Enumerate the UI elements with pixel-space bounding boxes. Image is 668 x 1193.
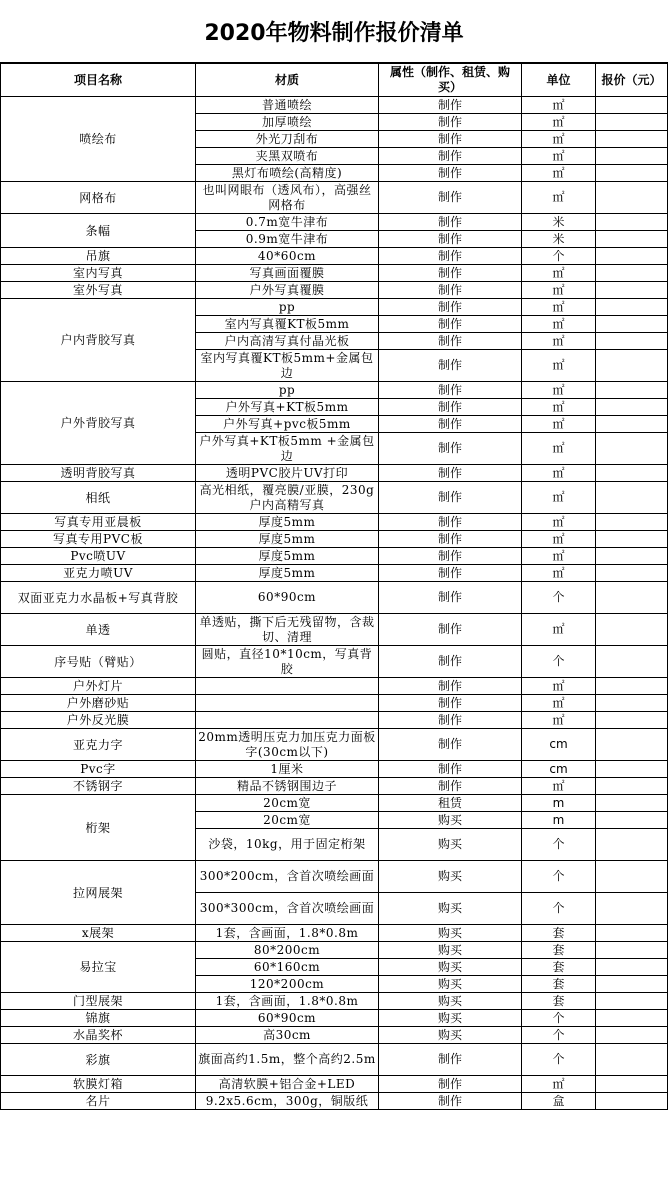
- attribute-cell: 购买: [379, 959, 522, 976]
- item-name-cell: 彩旗: [1, 1044, 196, 1076]
- item-name-cell: 双面亚克力水晶板+写真背胶: [1, 582, 196, 614]
- item-name-cell: 户内背胶写真: [1, 299, 196, 382]
- item-name-cell: 网格布: [1, 182, 196, 214]
- material-cell: 户外写真+KT板5mm: [196, 399, 379, 416]
- attribute-cell: 制作: [379, 531, 522, 548]
- attribute-cell: 制作: [379, 148, 522, 165]
- material-cell: 外光刀刮布: [196, 131, 379, 148]
- unit-cell: ㎡: [522, 416, 596, 433]
- item-name-cell: 写真专用PVC板: [1, 531, 196, 548]
- unit-cell: ㎡: [522, 482, 596, 514]
- item-name-cell: 门型展架: [1, 993, 196, 1010]
- attribute-cell: 制作: [379, 465, 522, 482]
- attribute-cell: 制作: [379, 316, 522, 333]
- table-row: [1, 761, 668, 778]
- unit-cell: 套: [522, 942, 596, 959]
- header-item-name: 项目名称: [1, 64, 196, 97]
- item-name-cell: 透明背胶写真: [1, 465, 196, 482]
- material-cell: 1厘米: [196, 761, 379, 778]
- unit-cell: ㎡: [522, 316, 596, 333]
- attribute-cell: 制作: [379, 482, 522, 514]
- unit-cell: ㎡: [522, 1076, 596, 1093]
- table-row: [1, 282, 668, 299]
- unit-cell: ㎡: [522, 131, 596, 148]
- unit-cell: ㎡: [522, 382, 596, 399]
- item-name-cell: 户外灯片: [1, 678, 196, 695]
- material-cell: 户外写真+pvc板5mm: [196, 416, 379, 433]
- attribute-cell: 制作: [379, 399, 522, 416]
- price-cell: [596, 712, 668, 729]
- price-cell: [596, 548, 668, 565]
- table-row: [1, 582, 668, 614]
- item-name-cell: 水晶奖杯: [1, 1027, 196, 1044]
- price-cell: [596, 959, 668, 976]
- price-cell: [596, 795, 668, 812]
- table-row: [1, 265, 668, 282]
- attribute-cell: 制作: [379, 97, 522, 114]
- attribute-cell: 制作: [379, 778, 522, 795]
- material-cell: 60*160cm: [196, 959, 379, 976]
- attribute-cell: 制作: [379, 131, 522, 148]
- unit-cell: ㎡: [522, 712, 596, 729]
- item-name-cell: 户外背胶写真: [1, 382, 196, 465]
- table-row: [1, 565, 668, 582]
- material-cell: 沙袋，10kg，用于固定桁架: [196, 829, 379, 861]
- attribute-cell: 制作: [379, 433, 522, 465]
- table-row: [1, 182, 668, 214]
- material-cell: 圆贴，直径10*10cm，写真背胶: [196, 646, 379, 678]
- price-cell: [596, 976, 668, 993]
- attribute-cell: 制作: [379, 333, 522, 350]
- material-cell: pp: [196, 299, 379, 316]
- table-row: [1, 695, 668, 712]
- material-cell: 40*60cm: [196, 248, 379, 265]
- price-cell: [596, 829, 668, 861]
- material-cell: 20cm宽: [196, 795, 379, 812]
- material-cell: 户内高清写真付晶光板: [196, 333, 379, 350]
- price-cell: [596, 778, 668, 795]
- material-cell: 夹黑双喷布: [196, 148, 379, 165]
- material-cell: 0.7m宽牛津布: [196, 214, 379, 231]
- table-row: [1, 548, 668, 565]
- material-cell: 透明PVC胶片UV打印: [196, 465, 379, 482]
- material-cell: 9.2x5.6cm，300g，铜版纸: [196, 1093, 379, 1110]
- attribute-cell: 购买: [379, 993, 522, 1010]
- item-name-cell: Pvc字: [1, 761, 196, 778]
- item-name-cell: 喷绘布: [1, 97, 196, 182]
- item-name-cell: 室内写真: [1, 265, 196, 282]
- table-row: [1, 861, 668, 893]
- item-name-cell: 单透: [1, 614, 196, 646]
- attribute-cell: 制作: [379, 614, 522, 646]
- unit-cell: 个: [522, 582, 596, 614]
- attribute-cell: 制作: [379, 248, 522, 265]
- table-row: [1, 482, 668, 514]
- attribute-cell: 购买: [379, 893, 522, 925]
- unit-cell: 米: [522, 231, 596, 248]
- material-cell: 也叫网眼布（透风布），高强丝网格布: [196, 182, 379, 214]
- unit-cell: 个: [522, 646, 596, 678]
- price-cell: [596, 1044, 668, 1076]
- table-row: [1, 925, 668, 942]
- table-row: [1, 1027, 668, 1044]
- attribute-cell: 制作: [379, 114, 522, 131]
- unit-cell: 套: [522, 976, 596, 993]
- unit-cell: ㎡: [522, 350, 596, 382]
- unit-cell: 套: [522, 959, 596, 976]
- material-cell: 高清软膜+铝合金+LED: [196, 1076, 379, 1093]
- unit-cell: ㎡: [522, 265, 596, 282]
- material-cell: 1套，含画面，1.8*0.8m: [196, 993, 379, 1010]
- price-cell: [596, 695, 668, 712]
- attribute-cell: 制作: [379, 165, 522, 182]
- table-row: [1, 531, 668, 548]
- attribute-cell: 购买: [379, 1027, 522, 1044]
- material-cell: 60*90cm: [196, 582, 379, 614]
- material-cell: 厚度5mm: [196, 548, 379, 565]
- unit-cell: 个: [522, 829, 596, 861]
- price-cell: [596, 761, 668, 778]
- unit-cell: m: [522, 812, 596, 829]
- header-unit: 单位: [522, 64, 596, 97]
- unit-cell: 套: [522, 925, 596, 942]
- attribute-cell: 制作: [379, 646, 522, 678]
- table-row: [1, 465, 668, 482]
- price-cell: [596, 97, 668, 114]
- unit-cell: ㎡: [522, 299, 596, 316]
- price-cell: [596, 299, 668, 316]
- item-name-cell: 桁架: [1, 795, 196, 861]
- material-cell: 20cm宽: [196, 812, 379, 829]
- header-material: 材质: [196, 64, 379, 97]
- attribute-cell: 制作: [379, 1076, 522, 1093]
- price-cell: [596, 614, 668, 646]
- price-cell: [596, 1076, 668, 1093]
- unit-cell: ㎡: [522, 282, 596, 299]
- price-cell: [596, 316, 668, 333]
- attribute-cell: 制作: [379, 678, 522, 695]
- table-row: [1, 778, 668, 795]
- attribute-cell: 制作: [379, 382, 522, 399]
- material-cell: 写真画面覆膜: [196, 265, 379, 282]
- material-cell: 1套，含画面，1.8*0.8m: [196, 925, 379, 942]
- attribute-cell: 制作: [379, 729, 522, 761]
- unit-cell: ㎡: [522, 778, 596, 795]
- item-name-cell: 亚克力字: [1, 729, 196, 761]
- item-name-cell: 拉网展架: [1, 861, 196, 925]
- price-cell: [596, 399, 668, 416]
- table-row: [1, 795, 668, 812]
- material-cell: [196, 678, 379, 695]
- price-cell: [596, 565, 668, 582]
- price-cell: [596, 812, 668, 829]
- price-cell: [596, 942, 668, 959]
- table-row: [1, 514, 668, 531]
- price-cell: [596, 729, 668, 761]
- attribute-cell: 购买: [379, 925, 522, 942]
- item-name-cell: 室外写真: [1, 282, 196, 299]
- attribute-cell: 制作: [379, 565, 522, 582]
- attribute-cell: 制作: [379, 761, 522, 778]
- price-cell: [596, 1093, 668, 1110]
- attribute-cell: 制作: [379, 582, 522, 614]
- price-cell: [596, 416, 668, 433]
- unit-cell: ㎡: [522, 97, 596, 114]
- price-cell: [596, 925, 668, 942]
- table-row: [1, 712, 668, 729]
- attribute-cell: 购买: [379, 976, 522, 993]
- unit-cell: ㎡: [522, 465, 596, 482]
- attribute-cell: 制作: [379, 265, 522, 282]
- price-cell: [596, 165, 668, 182]
- price-cell: [596, 265, 668, 282]
- price-cell: [596, 433, 668, 465]
- table-row: [1, 942, 668, 959]
- material-cell: 80*200cm: [196, 942, 379, 959]
- table-row: [1, 1093, 668, 1110]
- item-name-cell: 序号贴（臂贴）: [1, 646, 196, 678]
- material-cell: 高30cm: [196, 1027, 379, 1044]
- item-name-cell: 户外反光膜: [1, 712, 196, 729]
- header-row: [1, 64, 668, 97]
- attribute-cell: 制作: [379, 231, 522, 248]
- attribute-cell: 制作: [379, 182, 522, 214]
- price-cell: [596, 465, 668, 482]
- unit-cell: 套: [522, 993, 596, 1010]
- item-name-cell: 易拉宝: [1, 942, 196, 993]
- material-cell: 旗面高约1.5m，整个高约2.5m: [196, 1044, 379, 1076]
- unit-cell: 盒: [522, 1093, 596, 1110]
- header-attribute: 属性（制作、租赁、购买）: [379, 64, 522, 97]
- price-cell: [596, 131, 668, 148]
- unit-cell: 个: [522, 893, 596, 925]
- material-cell: 厚度5mm: [196, 514, 379, 531]
- price-table: [0, 63, 668, 1110]
- material-cell: 室内写真覆KT板5mm: [196, 316, 379, 333]
- price-cell: [596, 248, 668, 265]
- attribute-cell: 购买: [379, 861, 522, 893]
- sheet-title: 2020年物料制作报价清单: [0, 0, 668, 63]
- attribute-cell: 购买: [379, 942, 522, 959]
- material-cell: 60*90cm: [196, 1010, 379, 1027]
- price-cell: [596, 114, 668, 131]
- table-row: [1, 646, 668, 678]
- price-cell: [596, 333, 668, 350]
- table-row: [1, 1076, 668, 1093]
- table-row: [1, 382, 668, 399]
- price-cell: [596, 148, 668, 165]
- price-cell: [596, 993, 668, 1010]
- table-row: [1, 993, 668, 1010]
- item-name-cell: 条幅: [1, 214, 196, 248]
- attribute-cell: 制作: [379, 1044, 522, 1076]
- table-row: [1, 248, 668, 265]
- price-cell: [596, 893, 668, 925]
- unit-cell: cm: [522, 761, 596, 778]
- unit-cell: 个: [522, 1027, 596, 1044]
- price-cell: [596, 861, 668, 893]
- item-name-cell: 写真专用亚晨板: [1, 514, 196, 531]
- attribute-cell: 制作: [379, 214, 522, 231]
- unit-cell: ㎡: [522, 548, 596, 565]
- table-row: [1, 1010, 668, 1027]
- attribute-cell: 购买: [379, 812, 522, 829]
- attribute-cell: 制作: [379, 712, 522, 729]
- header-price: 报价（元）: [596, 64, 668, 97]
- material-cell: 300*200cm，含首次喷绘画面: [196, 861, 379, 893]
- item-name-cell: 吊旗: [1, 248, 196, 265]
- price-cell: [596, 582, 668, 614]
- unit-cell: ㎡: [522, 514, 596, 531]
- material-cell: 普通喷绘: [196, 97, 379, 114]
- item-name-cell: 不锈钢字: [1, 778, 196, 795]
- unit-cell: ㎡: [522, 148, 596, 165]
- unit-cell: ㎡: [522, 433, 596, 465]
- price-cell: [596, 350, 668, 382]
- item-name-cell: 名片: [1, 1093, 196, 1110]
- unit-cell: ㎡: [522, 531, 596, 548]
- attribute-cell: 制作: [379, 1093, 522, 1110]
- attribute-cell: 租赁: [379, 795, 522, 812]
- price-cell: [596, 1027, 668, 1044]
- item-name-cell: Pvc喷UV: [1, 548, 196, 565]
- attribute-cell: 制作: [379, 548, 522, 565]
- attribute-cell: 购买: [379, 1010, 522, 1027]
- table-row: [1, 678, 668, 695]
- price-cell: [596, 531, 668, 548]
- unit-cell: ㎡: [522, 399, 596, 416]
- unit-cell: ㎡: [522, 114, 596, 131]
- unit-cell: cm: [522, 729, 596, 761]
- attribute-cell: 制作: [379, 416, 522, 433]
- unit-cell: ㎡: [522, 678, 596, 695]
- unit-cell: ㎡: [522, 165, 596, 182]
- attribute-cell: 制作: [379, 299, 522, 316]
- unit-cell: ㎡: [522, 695, 596, 712]
- item-name-cell: 软膜灯箱: [1, 1076, 196, 1093]
- item-name-cell: 锦旗: [1, 1010, 196, 1027]
- item-name-cell: x展架: [1, 925, 196, 942]
- price-cell: [596, 282, 668, 299]
- attribute-cell: 购买: [379, 829, 522, 861]
- material-cell: 加厚喷绘: [196, 114, 379, 131]
- item-name-cell: 相纸: [1, 482, 196, 514]
- attribute-cell: 制作: [379, 514, 522, 531]
- price-cell: [596, 1010, 668, 1027]
- material-cell: 厚度5mm: [196, 565, 379, 582]
- price-cell: [596, 182, 668, 214]
- unit-cell: 个: [522, 248, 596, 265]
- material-cell: 单透贴，撕下后无残留物，含裁切、清理: [196, 614, 379, 646]
- material-cell: 0.9m宽牛津布: [196, 231, 379, 248]
- price-cell: [596, 514, 668, 531]
- material-cell: 户外写真覆膜: [196, 282, 379, 299]
- unit-cell: ㎡: [522, 182, 596, 214]
- unit-cell: 个: [522, 1010, 596, 1027]
- price-cell: [596, 646, 668, 678]
- price-cell: [596, 231, 668, 248]
- price-cell: [596, 482, 668, 514]
- material-cell: [196, 695, 379, 712]
- unit-cell: ㎡: [522, 565, 596, 582]
- table-row: [1, 729, 668, 761]
- unit-cell: ㎡: [522, 614, 596, 646]
- unit-cell: m: [522, 795, 596, 812]
- table-body: [1, 97, 668, 1110]
- table-row: [1, 614, 668, 646]
- material-cell: 黑灯布喷绘(高精度): [196, 165, 379, 182]
- attribute-cell: 制作: [379, 350, 522, 382]
- unit-cell: 个: [522, 861, 596, 893]
- material-cell: 300*300cm，含首次喷绘画面: [196, 893, 379, 925]
- table-row: [1, 299, 668, 316]
- table-row: [1, 97, 668, 114]
- price-cell: [596, 382, 668, 399]
- material-cell: 高光相纸，覆亮膜/亚膜，230g户内高精写真: [196, 482, 379, 514]
- material-cell: 精品不锈钢围边子: [196, 778, 379, 795]
- price-cell: [596, 678, 668, 695]
- material-cell: 120*200cm: [196, 976, 379, 993]
- unit-cell: 个: [522, 1044, 596, 1076]
- table-row: [1, 1044, 668, 1076]
- price-cell: [596, 214, 668, 231]
- table-row: [1, 214, 668, 231]
- material-cell: [196, 712, 379, 729]
- material-cell: 户外写真+KT板5mm +金属包边: [196, 433, 379, 465]
- unit-cell: ㎡: [522, 333, 596, 350]
- attribute-cell: 制作: [379, 282, 522, 299]
- item-name-cell: 亚克力喷UV: [1, 565, 196, 582]
- material-cell: 室内写真覆KT板5mm+金属包边: [196, 350, 379, 382]
- unit-cell: 米: [522, 214, 596, 231]
- item-name-cell: 户外磨砂贴: [1, 695, 196, 712]
- material-cell: 厚度5mm: [196, 531, 379, 548]
- material-cell: 20mm透明压克力加压克力面板字(30cm以下): [196, 729, 379, 761]
- attribute-cell: 制作: [379, 695, 522, 712]
- material-cell: pp: [196, 382, 379, 399]
